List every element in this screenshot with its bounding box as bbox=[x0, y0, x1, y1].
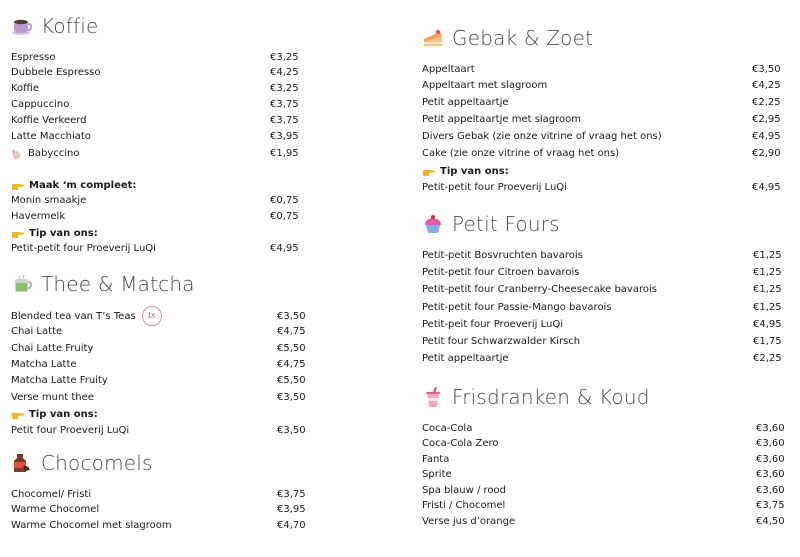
menu-item bbox=[11, 357, 311, 371]
item-name: Espresso bbox=[11, 51, 56, 63]
item-price: €4,75 bbox=[277, 358, 306, 370]
item-price: €3,50 bbox=[277, 310, 306, 322]
item-name: Matcha Latte bbox=[11, 358, 77, 370]
tip-label: Tip van ons: bbox=[440, 165, 509, 177]
item-name: Matcha Latte Fruity bbox=[11, 374, 108, 386]
item-price: €3,75 bbox=[270, 98, 299, 110]
menu-item bbox=[11, 390, 311, 404]
item-name: Sprite bbox=[422, 468, 452, 480]
menu-item bbox=[422, 334, 784, 348]
menu-item bbox=[422, 146, 784, 160]
item-name: Petit appeltaartje met slagroom bbox=[422, 113, 582, 125]
item-price: €2,90 bbox=[752, 147, 781, 159]
menu-item bbox=[11, 193, 301, 207]
item-name: Appeltaart bbox=[422, 63, 475, 75]
menu-item bbox=[11, 97, 301, 111]
item-name: Warme Chocomel bbox=[11, 503, 100, 515]
item-name: Divers Gebak (zie onze vitrine of vraag het ons) bbox=[422, 130, 662, 142]
chocomels-header bbox=[11, 448, 153, 478]
section-title: Chocomels bbox=[41, 451, 153, 475]
soda-cup-icon bbox=[422, 386, 444, 408]
tip-heading bbox=[11, 226, 301, 240]
item-price: €3,60 bbox=[756, 453, 785, 465]
menu-item bbox=[422, 483, 787, 497]
menu-item bbox=[422, 514, 787, 528]
item-name: Warme Chocomel met slagroom bbox=[11, 519, 172, 531]
item-name: Petit four Proeverij LuQi bbox=[11, 424, 130, 436]
baby-bottle-icon bbox=[11, 149, 22, 160]
cake-slice-icon bbox=[422, 27, 444, 49]
item-price: €3,95 bbox=[277, 503, 306, 515]
item-price: €2,25 bbox=[752, 96, 781, 108]
item-name: Verse munt thee bbox=[11, 391, 94, 403]
item-price: €4,70 bbox=[277, 519, 306, 531]
item-price: €3,60 bbox=[756, 468, 785, 480]
item-price: €3,50 bbox=[277, 391, 306, 403]
coffee-cup-icon bbox=[11, 15, 33, 37]
item-name: Chai Latte Fruity bbox=[11, 342, 94, 354]
item-name: Spa blauw / rood bbox=[422, 484, 506, 496]
item-name: Blended tea van T’s Teas bbox=[11, 310, 136, 322]
item-name: Chai Latte bbox=[11, 325, 63, 337]
menu-item bbox=[11, 241, 301, 255]
item-name: Petit-petit four Passie-Mango bavarois bbox=[422, 301, 612, 313]
item-price: €3,75 bbox=[270, 114, 299, 126]
item-price: €4,25 bbox=[752, 79, 781, 91]
item-name: Cake (zie onze vitrine of vraag het ons) bbox=[422, 147, 620, 159]
menu-item bbox=[422, 282, 784, 296]
item-name: Babyccino bbox=[28, 147, 80, 159]
item-price: €1,95 bbox=[270, 147, 299, 159]
item-price: €4,95 bbox=[752, 130, 781, 142]
menu-item bbox=[422, 300, 784, 314]
item-price: €4,95 bbox=[753, 318, 782, 330]
menu-item bbox=[11, 502, 311, 516]
gebak-header bbox=[422, 23, 593, 53]
item-name: Fanta bbox=[422, 453, 450, 465]
menu-item bbox=[11, 113, 301, 127]
menu-item bbox=[11, 146, 301, 160]
section-title: Thee & Matcha bbox=[41, 272, 195, 296]
item-price: €0,75 bbox=[270, 210, 299, 222]
menu-item bbox=[422, 265, 784, 279]
menu-item bbox=[11, 341, 311, 355]
petitfours-header bbox=[422, 209, 560, 239]
item-name: Dubbele Espresso bbox=[11, 66, 101, 78]
menu-item bbox=[422, 498, 787, 512]
menu-item bbox=[422, 78, 784, 92]
chocomel-bottle-icon bbox=[11, 452, 33, 474]
tip-label: Tip van ons: bbox=[29, 408, 98, 420]
menu-item bbox=[422, 436, 787, 450]
frisdranken-header bbox=[422, 382, 650, 412]
tip-heading bbox=[422, 164, 784, 178]
menu-item bbox=[11, 209, 301, 223]
section-title: Gebak & Zoet bbox=[452, 26, 594, 50]
item-price: €3,50 bbox=[752, 63, 781, 75]
ts-teas-logo: ts bbox=[142, 306, 162, 326]
menu-item bbox=[11, 373, 311, 387]
menu-item bbox=[422, 129, 784, 143]
item-name: Petit-petit four Citroen bavarois bbox=[422, 266, 580, 278]
menu-item bbox=[11, 487, 311, 501]
item-name: Verse jus d’orange bbox=[422, 515, 516, 527]
item-name: Petit-petit four Proeverij LuQi bbox=[422, 181, 567, 193]
compleet-heading bbox=[11, 178, 301, 192]
item-name: Petit-peit four Proeverij LuQi bbox=[422, 318, 564, 330]
menu-item bbox=[422, 62, 784, 76]
item-price: €3,60 bbox=[756, 422, 785, 434]
menu-item bbox=[422, 467, 787, 481]
item-name: Cappuccino bbox=[11, 98, 70, 110]
item-price: €1,75 bbox=[753, 335, 782, 347]
item-price: €3,95 bbox=[270, 130, 299, 142]
item-price: €5,50 bbox=[277, 374, 306, 386]
item-price: €4,95 bbox=[752, 181, 781, 193]
item-name: Havermelk bbox=[11, 210, 66, 222]
item-name: Petit four Schwarzwalder Kirsch bbox=[422, 335, 581, 347]
item-price: €3,25 bbox=[270, 82, 299, 94]
menu-item bbox=[11, 81, 301, 95]
item-price: €3,60 bbox=[756, 437, 785, 449]
menu-item bbox=[11, 423, 311, 437]
item-name: Petit appeltaartje bbox=[422, 96, 509, 108]
menu-item bbox=[11, 518, 311, 532]
pointing-hand-icon bbox=[11, 181, 24, 191]
menu-item bbox=[422, 95, 784, 109]
item-name: Petit-petit four Cranberry-Cheesecake bavarois bbox=[422, 283, 657, 295]
item-name: Coca-Cola bbox=[422, 422, 473, 434]
koffie-header bbox=[11, 11, 99, 41]
item-price: €4,95 bbox=[270, 242, 299, 254]
item-price: €3,60 bbox=[756, 484, 785, 496]
cupcake-icon bbox=[422, 213, 444, 235]
item-price: €1,25 bbox=[753, 249, 782, 261]
item-price: €3,50 bbox=[277, 424, 306, 436]
menu-item bbox=[422, 351, 784, 365]
item-price: €2,25 bbox=[753, 352, 782, 364]
item-name: Koffie bbox=[11, 82, 39, 94]
item-price: €0,75 bbox=[270, 194, 299, 206]
item-price: €1,25 bbox=[753, 266, 782, 278]
item-name: Petit-petit four Proeverij LuQi bbox=[11, 242, 156, 254]
item-price: €4,25 bbox=[270, 66, 299, 78]
menu-item bbox=[11, 65, 301, 79]
item-price: €3,25 bbox=[270, 51, 299, 63]
menu-item bbox=[422, 421, 787, 435]
item-name: Petit-petit Bosvruchten bavarois bbox=[422, 249, 583, 261]
item-price: €1,25 bbox=[753, 301, 782, 313]
item-name: Petit appeltaartje bbox=[422, 352, 509, 364]
item-name: Coca-Cola Zero bbox=[422, 437, 499, 449]
tip-heading bbox=[11, 407, 311, 421]
section-title: Petit Fours bbox=[452, 212, 560, 236]
item-name: Monin smaakje bbox=[11, 194, 87, 206]
section-title: Koffie bbox=[41, 14, 99, 38]
item-name: Fristi / Chocomel bbox=[422, 499, 506, 511]
item-price: €4,75 bbox=[277, 325, 306, 337]
menu-item bbox=[422, 317, 784, 331]
tea-glass-icon bbox=[11, 273, 33, 295]
menu-item bbox=[11, 129, 301, 143]
pointing-hand-icon bbox=[11, 410, 24, 420]
item-price: €4,50 bbox=[756, 515, 785, 527]
item-name: Latte Macchiato bbox=[11, 130, 91, 142]
tip-label: Tip van ons: bbox=[29, 227, 98, 239]
menu-item bbox=[422, 452, 787, 466]
pointing-hand-icon bbox=[422, 167, 435, 177]
menu-item bbox=[11, 308, 311, 324]
menu-item bbox=[422, 248, 784, 262]
item-price: €3,75 bbox=[277, 488, 306, 500]
item-price: €3,75 bbox=[756, 499, 785, 511]
menu-item bbox=[11, 50, 301, 64]
item-price: €2,95 bbox=[752, 113, 781, 125]
menu-item bbox=[422, 112, 784, 126]
item-name: Koffie Verkeerd bbox=[11, 114, 87, 126]
thee-header bbox=[11, 269, 195, 299]
item-name: Chocomel/ Fristi bbox=[11, 488, 92, 500]
item-name: Appeltaart met slagroom bbox=[422, 79, 548, 91]
compleet-label: Maak ‘m compleet: bbox=[29, 179, 137, 191]
item-price: €1,25 bbox=[753, 283, 782, 295]
menu-item bbox=[11, 324, 311, 338]
menu-item bbox=[422, 180, 784, 194]
pointing-hand-icon bbox=[11, 229, 24, 239]
item-price: €5,50 bbox=[277, 342, 306, 354]
section-title: Frisdranken & Koud bbox=[452, 385, 650, 409]
